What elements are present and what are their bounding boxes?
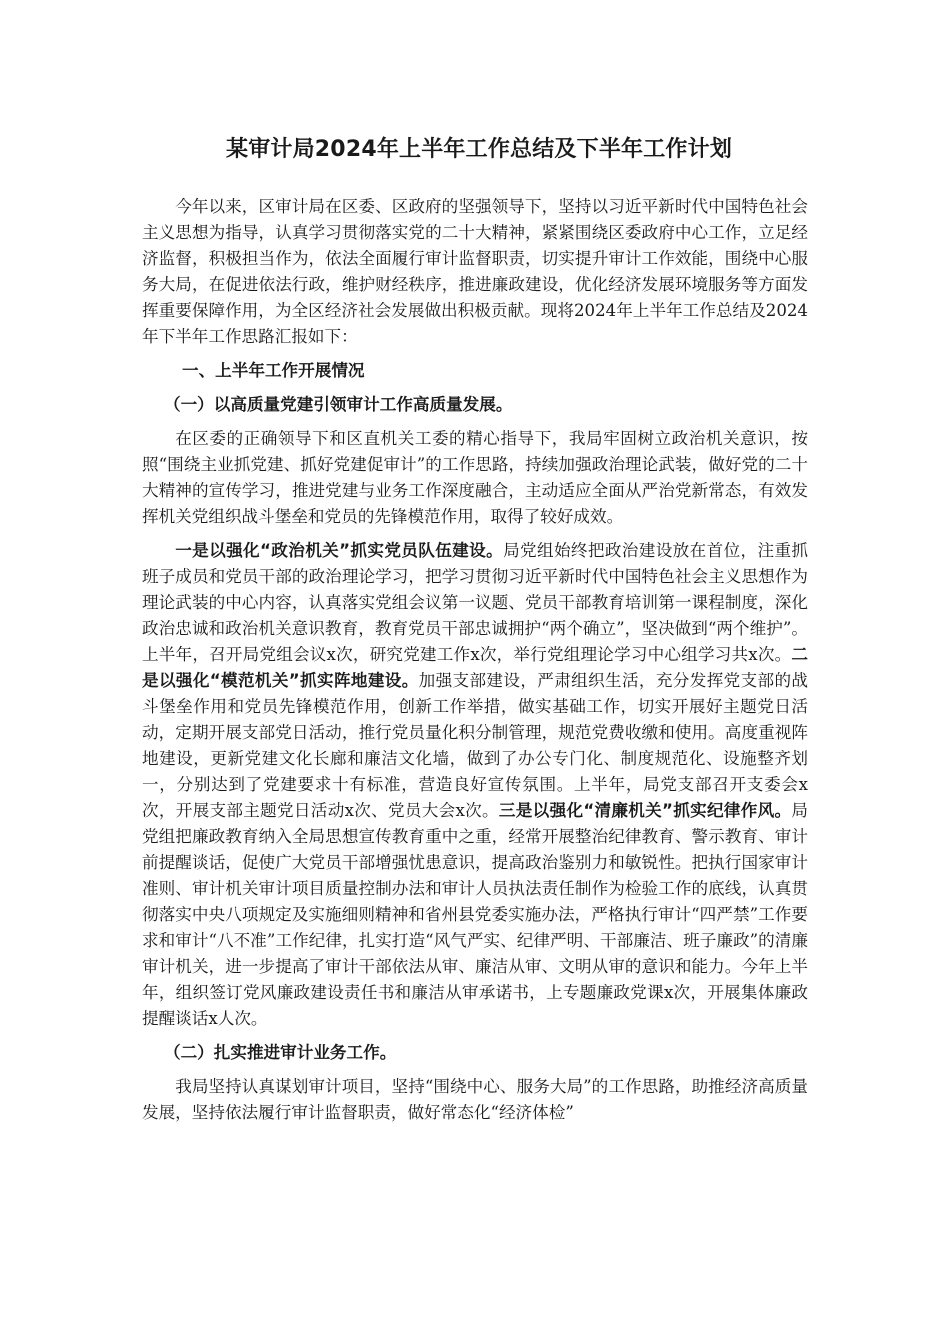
text-political-organ: 局党组始终把政治建设放在首位，注重抓班子成员和党员干部的政治理论学习，把学习贯彻习近平新时代中国特色社会主义思想作为理论武装的中心内容，认真落实党组会议第一议题、党员干部教育培训第一课程制度，深化政治忠诚和政治机关意识教育，教育党员干部忠诚拥护“两个确立”，坚决做到“两个维护”。上半年，召开局党组会议x次，研究党建工作x次，举行党组理论学习中心组学习共x次。 <box>142 541 809 664</box>
subsection-heading-party-building: （一）以高质量党建引领审计工作高质量发展。 <box>164 395 513 414</box>
document-title: 某审计局2024年上半年工作总结及下半年工作计划 <box>226 137 733 162</box>
text-model-organ: 加强支部建设，严肃组织生活，充分发挥党支部的战斗堡垒作用和党员先锋模范作用，创新工作举措，做实基础工作，切实开展好主题党日活动，定期开展支部党日活动，推行党员量化积分制管理，规范党费收缴和使用。高度重视阵地建设，更新党建文化长廊和廉洁文化墙，做到了办公专门化、制度规范化、设施整齐划一，分别达到了党建要求十有标准，营造良好宣传氛围。上半年，局党支部召开支委会x次，开展支部主题党日活动x次、党员大会x次。 <box>142 671 808 820</box>
lead-political-organ: 一是以强化“政治机关”抓实党员队伍建设。 <box>175 541 504 560</box>
party-building-details-paragraph <box>142 538 808 1032</box>
audit-business-paragraph: 我局坚持认真谋划审计项目，坚持“围绕中心、服务大局”的工作思路，助推经济高质量发展，坚持依法履行审计监督职责，做好常态化“经济体检” <box>142 1077 808 1122</box>
intro-paragraph: 今年以来，区审计局在区委、区政府的坚强领导下，坚持以习近平新时代中国特色社会主义思想为指导，认真学习贯彻落实党的二十大精神，紧紧围绕区委政府中心工作，立足经济监督，积极担当作为，依法全面履行审计监督职责，切实提升审计工作效能，围绕中心服务大局，在促进依法行政，维护财经秩序，推进廉政建设，优化经济发展环境服务等方面发挥重要保障作用，为全区经济社会发展做出积极贡献。现将2024年上半年工作总结及2024年下半年工作思路汇报如下： <box>142 197 808 346</box>
document-page <box>142 130 808 1126</box>
lead-model-organ: 二是以强化“模范机关”抓实阵地建设。 <box>142 645 808 690</box>
text-clean-organ: 局党组把廉政教育纳入全局思想宣传教育重中之重，经常开展整治纪律教育、警示教育、审计前提醒谈话，促使广大党员干部增强忧患意识，提高政治鉴别力和敏锐性。把执行国家审计准则、审计机关审计项目质量控制办法和审计人员执法责任制作为检验工作的底线，认真贯彻落实中央八项规定及实施细则精神和省州县党委实施办法，严格执行审计“四严禁”工作要求和审计“八不准”工作纪律，扎实打造“风气严实、纪律严明、干部廉洁、班子廉政”的清廉审计机关，进一步提高了审计干部依法从审、廉洁从审、文明从审的意识和能力。今年上半年，组织签订党风廉政建设责任书和廉洁从审承诺书，上专题廉政党课x次，开展集体廉政提醒谈话x人次。 <box>142 801 809 1028</box>
lead-clean-organ: 三是以强化“清廉机关”抓实纪律作风。 <box>498 801 792 820</box>
party-building-paragraph: 在区委的正确领导下和区直机关工委的精心指导下，我局牢固树立政治机关意识，按照“围绕主业抓党建、抓好党建促审计”的工作思路，持续加强政治理论武装，做好党的二十大精神的宣传学习，推进党建与业务工作深度融合，主动适应全面从严治党新常态，有效发挥机关党组织战斗堡垒和党员的先锋模范作用，取得了较好成效。 <box>142 429 808 526</box>
section-heading-first-half: 一、上半年工作开展情况 <box>182 361 365 380</box>
subsection-heading-audit-business: （二）扎实推进审计业务工作。 <box>164 1043 397 1062</box>
